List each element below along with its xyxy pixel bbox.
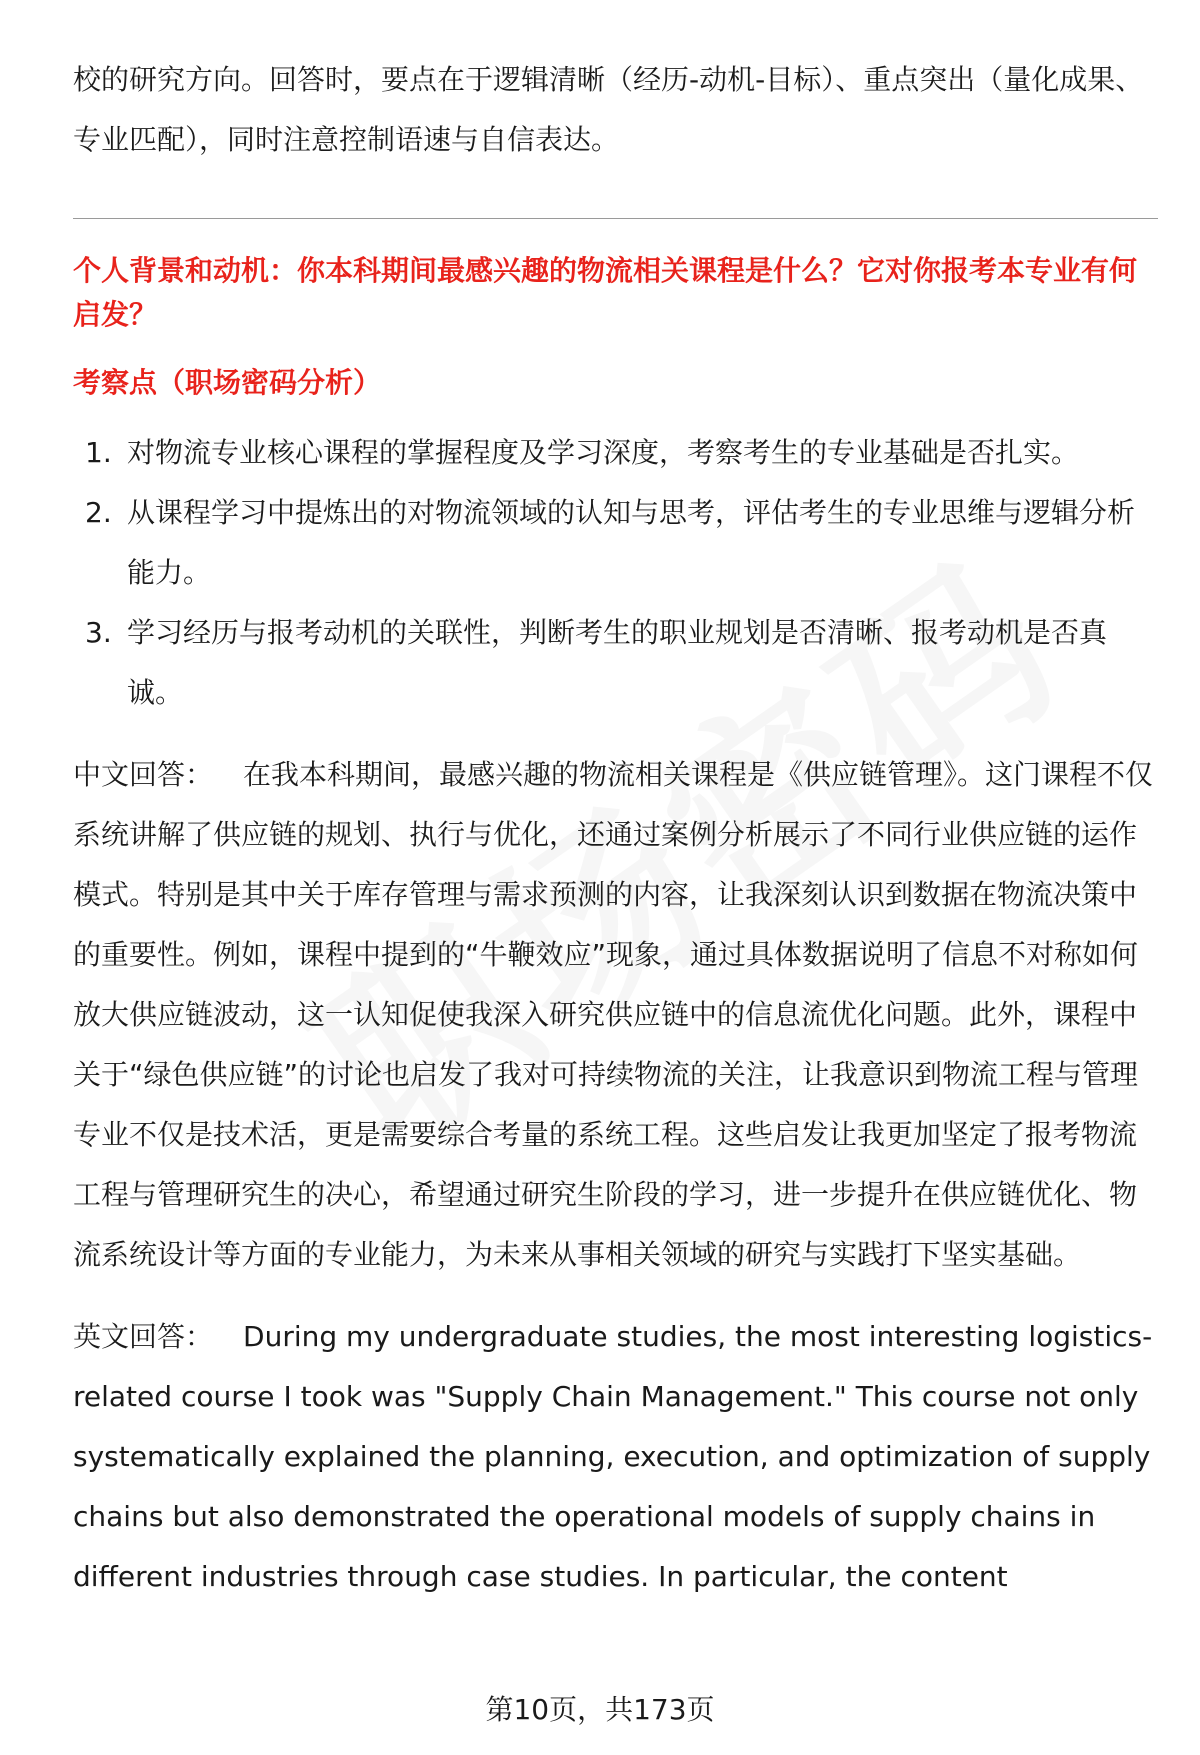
point-number: 3. [85,616,112,649]
evaluation-point [73,423,1158,483]
evaluation-point [73,603,1158,723]
point-number: 2. [85,496,112,529]
evaluation-points-list [73,423,1158,723]
answer-english [73,1307,1158,1607]
answer-english-label: 英文回答： [73,1320,214,1353]
point-number: 1. [85,436,112,469]
evaluation-point [73,483,1158,603]
answer-english-text: During my undergraduate studies, the most interesting logistics-related course I took was "Supply Chain Management." This course not only systematically explained the planning, execution, and optimization of supply chains but also demonstrated the operational models of supply chains in different industries through case studies. In particular, the content [73,1320,1153,1593]
page-content [73,50,1158,1607]
question-title: 个人背景和动机：你本科期间最感兴趣的物流相关课程是什么？它对你报考本专业有何启发？ [73,254,1138,331]
answer-chinese [73,745,1158,1285]
answer-chinese-label: 中文回答： [73,758,214,791]
answer-chinese-text: 在我本科期间，最感兴趣的物流相关课程是《供应链管理》。这门课程不仅系统讲解了供应链的规划、执行与优化，还通过案例分析展示了不同行业供应链的运作模式。特别是其中关于库存管理与需求预测的内容，让我深刻认识到数据在物流决策中的重要性。例如，课程中提到的“牛鞭效应”现象，通过具体数据说明了信息不对称如何放大供应链波动，这一认知促使我深入研究供应链中的信息流优化问题。此外，课程中关于“绿色供应链”的讨论也启发了我对可持续物流的关注，让我意识到物流工程与管理专业不仅是技术活，更是需要综合考量的系统工程。这些启发让我更加坚定了报考物流工程与管理研究生的决心，希望通过研究生阶段的学习，进一步提升在供应链优化、物流系统设计等方面的专业能力，为未来从事相关领域的研究与实践打下坚实基础。 [73,758,1154,1271]
page-number: 第10页，共173页 [485,1693,715,1726]
intro-continuation: 校的研究方向。回答时，要点在于逻辑清晰（经历-动机-目标）、重点突出（量化成果、专业匹配），同时注意控制语速与自信表达。 [73,63,1144,156]
point-text: 学习经历与报考动机的关联性，判断考生的职业规划是否清晰、报考动机是否真诚。 [127,616,1108,709]
section-divider [73,218,1158,219]
point-text: 对物流专业核心课程的掌握程度及学习深度，考察考生的专业基础是否扎实。 [127,436,1080,469]
point-text: 从课程学习中提炼出的对物流领域的认知与思考，评估考生的专业思维与逻辑分析能力。 [127,496,1136,589]
evaluation-heading: 考察点（职场密码分析） [73,366,382,399]
